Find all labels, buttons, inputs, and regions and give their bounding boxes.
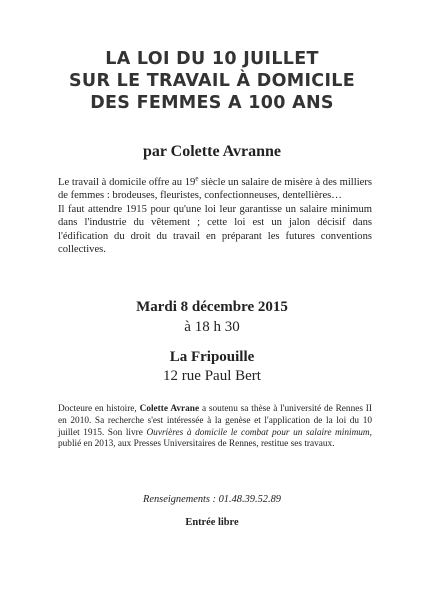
title-line-1: LA LOI DU 10 JUILLET bbox=[105, 49, 319, 69]
title-line-2: SUR LE TRAVAIL À DOMICILE bbox=[69, 71, 355, 91]
bio-part-2: a soutenu sa thèse à l'université de Rennes II en 2010. Sa recherche s'est intéressée à la genèse et l'application de la loi du 10 juillet 1915. Son livre bbox=[58, 404, 373, 438]
entry-note: Entrée libre bbox=[185, 517, 239, 528]
event-datetime bbox=[0, 297, 424, 337]
bio-author-name: Colette Avrane bbox=[139, 404, 200, 414]
venue-name: La Fripouille bbox=[169, 349, 255, 365]
intro-paragraph-1 bbox=[58, 176, 372, 203]
intro-p1-start: Le travail à domicile offre au 19 bbox=[58, 177, 196, 188]
author-line: par Colette Avranne bbox=[142, 143, 282, 160]
author-bio bbox=[58, 404, 372, 451]
venue-address: 12 rue Paul Bert bbox=[163, 368, 261, 384]
bio-book-title: Ouvrières à domicile le combat pour un salaire minimum bbox=[146, 427, 370, 438]
intro-paragraph-2: Il faut attendre 1915 pour qu'une loi leur garantisse un salaire minimum dans l'industrie du vêtement ; cette loi est un jalon décisif dans l'édification du droit du travail en préparant les futures conventions collectives. bbox=[58, 203, 372, 256]
event-venue bbox=[0, 348, 424, 386]
flyer-title bbox=[0, 48, 424, 114]
event-date: Mardi 8 décembre 2015 bbox=[136, 299, 288, 315]
intro-text bbox=[58, 176, 372, 256]
intro-p1-end: siècle un salaire de misère à des milliers de femmes : brodeuses, fleuristes, confectionneuses, dentellières… bbox=[58, 177, 372, 202]
title-line-3: DES FEMMES A 100 ANS bbox=[90, 93, 334, 113]
bio-part-3: , publié en 2013, aux Presses Universitaires de Rennes, restitue ses travaux. bbox=[58, 427, 372, 450]
contact-info: Renseignements : 01.48.39.52.89 bbox=[143, 494, 281, 505]
century-superscript: e bbox=[195, 174, 199, 183]
event-time: à 18 h 30 bbox=[184, 319, 240, 335]
bio-part-1: Docteure en histoire, bbox=[58, 404, 140, 414]
